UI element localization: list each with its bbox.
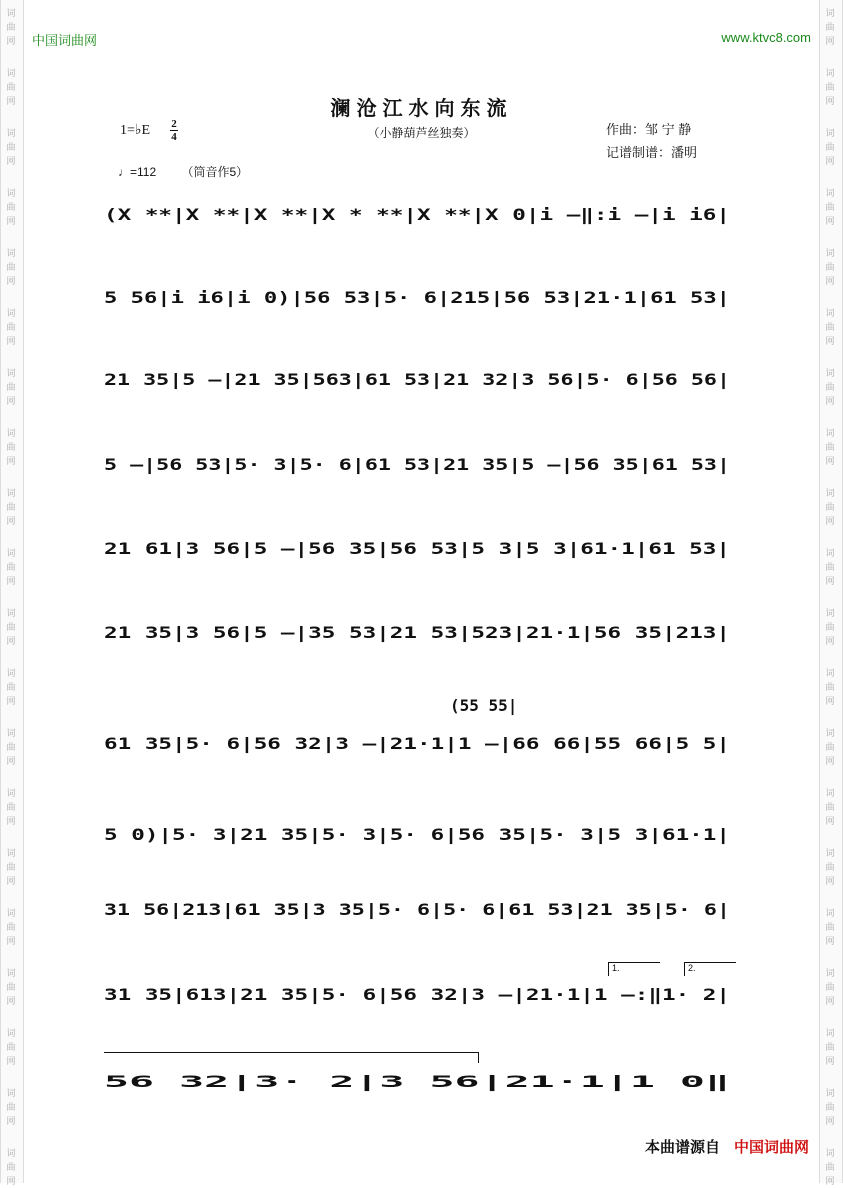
watermark-text: 词曲网 <box>825 308 835 346</box>
watermark-text: 词曲网 <box>6 548 16 586</box>
score-line-text: 21 35|5 –|21 35|563|61 53|21 32|3 56|5· 6|56 56| <box>104 370 567 389</box>
watermark-text: 词曲网 <box>6 608 16 646</box>
watermark-text: 词曲网 <box>825 548 835 586</box>
score-line-svg <box>104 279 734 313</box>
watermark-text: 词曲网 <box>825 908 835 946</box>
watermark-text: 词曲网 <box>6 908 16 946</box>
time-top: 2 <box>171 118 177 130</box>
score-line <box>104 725 734 759</box>
watermark-text: 词曲网 <box>6 728 16 766</box>
score-line-text: 56 32|3· 2|3 56|21·1|1 0‖ <box>104 1072 345 1091</box>
watermark-text: 词曲网 <box>825 488 835 526</box>
source-label: 本曲谱源自 <box>644 1139 720 1156</box>
score-line-svg <box>104 446 734 480</box>
song-subtitle: （小静葫芦丝独奏） <box>367 126 476 140</box>
credits <box>606 118 697 164</box>
score-line-svg <box>104 725 734 759</box>
score-line <box>104 1063 734 1097</box>
watermark-text: 词曲网 <box>825 788 835 826</box>
transcriber: 记谱制谱：潘明 <box>606 145 698 160</box>
key-signature: 1=♭E <box>120 123 151 138</box>
volta-bracket: 2. <box>684 962 736 976</box>
tempo-marking <box>118 163 248 180</box>
song-title: 澜沧江水向东流 <box>330 96 513 120</box>
watermark-text: 词曲网 <box>825 368 835 406</box>
watermark-text: 词曲网 <box>825 1088 835 1126</box>
score-line-svg <box>104 891 734 925</box>
score-line-svg <box>104 1063 734 1097</box>
watermark-text: 词曲网 <box>6 1148 16 1186</box>
score-line <box>104 891 734 925</box>
watermark-text: 词曲网 <box>6 248 16 286</box>
tempo-value: ♩=112 <box>118 165 157 179</box>
watermark-text: 词曲网 <box>6 188 16 226</box>
score-line <box>104 196 734 230</box>
watermark-text: 词曲网 <box>6 368 16 406</box>
watermark-text: 词曲网 <box>825 68 835 106</box>
score-line-text: 5 0)|5· 3|21 35|5· 3|5· 6|56 35|5· 3|5 3|61·1| <box>104 825 548 844</box>
watermark-text: 词曲网 <box>825 128 835 166</box>
score-line-text: 5 –|56 53|5· 3|5· 6|61 53|21 35|5 –|56 35|61 53| <box>104 455 567 474</box>
score-line <box>104 446 734 480</box>
watermark-text: 词曲网 <box>825 428 835 466</box>
source-site: 中国词曲网 <box>733 1139 809 1156</box>
watermark-text: 词曲网 <box>6 488 16 526</box>
watermark-text: 词曲网 <box>6 128 16 166</box>
watermark-text: 词曲网 <box>6 308 16 346</box>
watermark-text: 词曲网 <box>6 8 16 46</box>
score-line-text: 61 35|5· 6|56 32|3 –|21·1|1 –|66 66|55 66|5 5| <box>104 734 548 753</box>
watermark-text: 词曲网 <box>825 728 835 766</box>
score-line-svg <box>104 530 734 564</box>
score-line-svg <box>104 816 734 850</box>
score-line-text: 31 35|613|21 35|5· 6|56 32|3 –|21·1|1 –:‖1· 2| <box>104 985 548 1004</box>
watermark-text: 词曲网 <box>6 968 16 1006</box>
watermark-text: 词曲网 <box>825 968 835 1006</box>
tempo-note: （筒音作5） <box>181 165 249 179</box>
watermark-text: 词曲网 <box>825 248 835 286</box>
footer-source <box>645 1136 809 1157</box>
watermark-text: 词曲网 <box>825 608 835 646</box>
composer: 作曲：邹 宁 静 <box>606 122 692 137</box>
score-line-svg <box>104 614 734 648</box>
watermark-text: 词曲网 <box>6 788 16 826</box>
score-line-text: 31 56|213|61 35|3 35|5· 6|5· 6|61 53|21 35|5· 6| <box>104 900 567 919</box>
watermark-text: 词曲网 <box>825 848 835 886</box>
score-line <box>104 976 734 1010</box>
watermark-text: 词曲网 <box>6 1028 16 1066</box>
score-line <box>104 816 734 850</box>
score-line-text: (X **|X **|X **|X * **|X **|X 0|i –‖:i –|i i6| <box>104 205 548 224</box>
watermark-text: 词曲网 <box>825 1148 835 1186</box>
score-line-svg <box>104 196 734 230</box>
watermark-text: 词曲网 <box>6 1088 16 1126</box>
watermark-text: 词曲网 <box>825 1028 835 1066</box>
watermark-text: 词曲网 <box>6 668 16 706</box>
score-line <box>104 530 734 564</box>
ending-bracket <box>104 1052 479 1063</box>
watermark-text: 词曲网 <box>825 668 835 706</box>
score-line <box>104 279 734 313</box>
time-bottom: 4 <box>171 131 177 143</box>
watermark-text: 词曲网 <box>825 188 835 226</box>
score-line-svg <box>104 361 734 395</box>
score-line-text: 5 56|i i6|i 0)|56 53|5· 6|215|56 53|21·1|61 53| <box>104 288 557 307</box>
score-line <box>104 614 734 648</box>
score-line-svg <box>104 976 734 1010</box>
site-url-header: www.ktvc8.com <box>721 30 811 45</box>
time-signature <box>170 118 178 143</box>
score-line-text: 21 61|3 56|5 –|56 35|56 53|5 3|5 3|61·1|61 53| <box>104 539 548 558</box>
watermark-text: 词曲网 <box>6 848 16 886</box>
watermark-text: 词曲网 <box>6 428 16 466</box>
score-line-text: 21 35|3 56|5 –|35 53|21 53|523|21·1|56 35|213| <box>104 623 548 642</box>
score-line <box>104 361 734 395</box>
volta-bracket: 1. <box>608 962 660 976</box>
left-watermark-strip <box>0 0 24 1186</box>
watermark-text: 词曲网 <box>6 68 16 106</box>
right-watermark-strip <box>819 0 843 1186</box>
site-name-header: 中国词曲网 <box>32 33 98 48</box>
alternate-passage: (55 55| <box>450 696 518 715</box>
watermark-text: 词曲网 <box>825 8 835 46</box>
